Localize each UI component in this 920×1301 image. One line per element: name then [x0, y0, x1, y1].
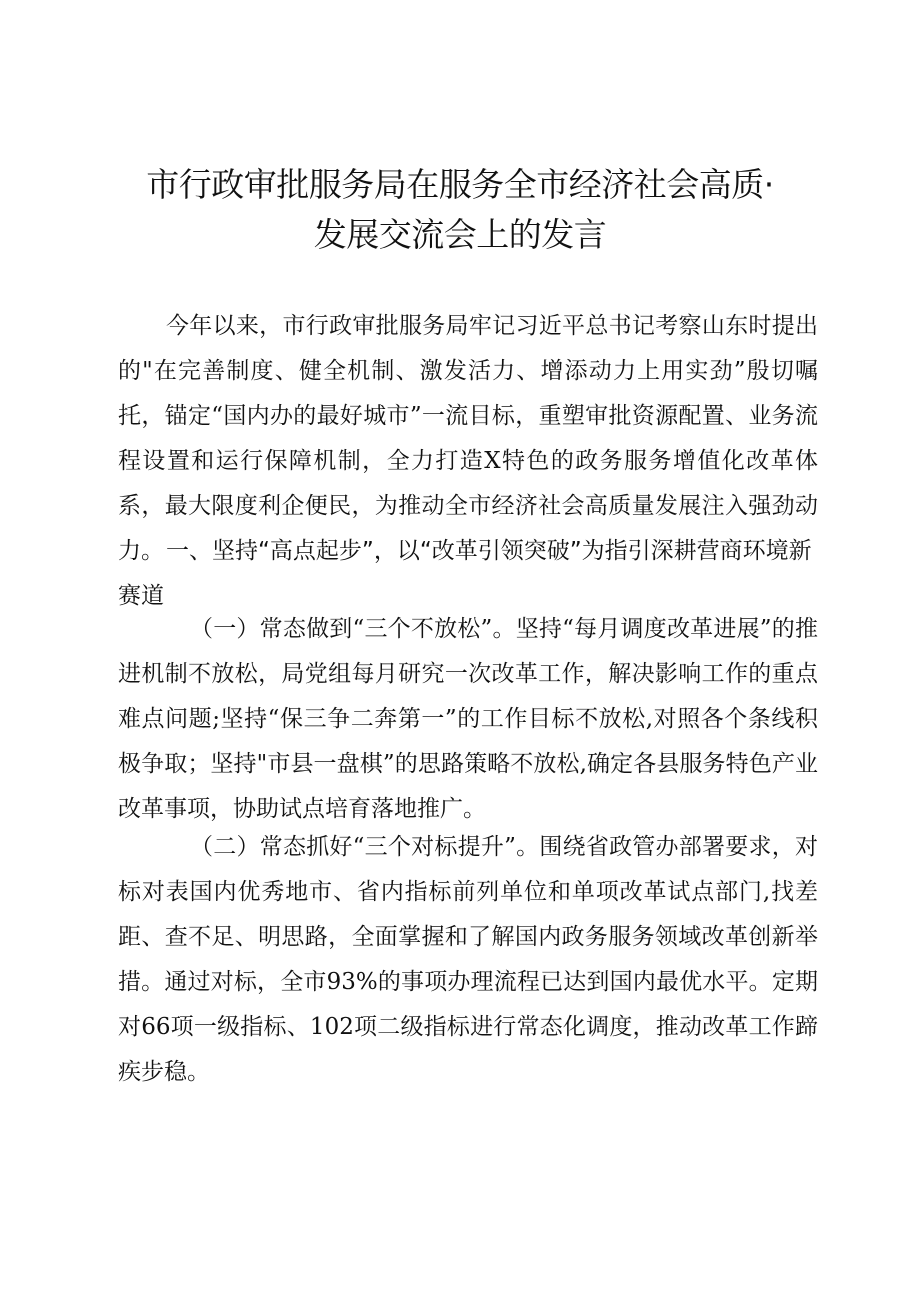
document-title-line-2: 发展交流会上的发言 — [313, 215, 607, 254]
section-1-paragraph-1: （一）常态做到“三个不放松”。坚持“每月调度改革进展”的推进机制不放松，局党组每月研究一次改革工作，解决影响工作的重点难点问题;坚持“保三争二奔第一”的工作目标不放松,对照各个条线积极争取；坚持"市县一盘棋”的思路策略不放松,确定各县服务特色产业改革事项，协助试点培育落地推广。 — [118, 616, 818, 822]
intro-paragraph: 今年以来，市行政审批服务局牢记习近平总书记考察山东时提出的"在完善制度、健全机制、激发活力、增添动力上用实劲”殷切嘱托，锚定“国内办的最好城市”一流目标，重塑审批资源配置、业务流程设置和运行保障机制，全力打造X特色的政务服务增值化改革体系，最大限度利企便民，为推动全市经济社会高质量发展注入强劲动力。 — [118, 313, 818, 564]
section-1-paragraph-2: （二）常态抓好“三个对标提升”。围绕省政管办部署要求，对标对表国内优秀地市、省内指标前列单位和单项改革试点部门,找差距、查不足、明思路，全面掌握和了解国内政务服务领域改革创新举措。通过对标，全市93%的事项办理流程已达到国内最优水平。定期对66项一级指标、102项二级指标进行常态化调度，推动改革工作蹄疾步稳。 — [118, 834, 818, 1085]
document-title-line-1: 市行政审批服务局在服务全市经济社会高质· — [146, 165, 774, 204]
section-heading-1: 一、坚持“高点起步”，以“改革引领突破”为指引深耕营商环境新赛道 — [118, 538, 812, 609]
